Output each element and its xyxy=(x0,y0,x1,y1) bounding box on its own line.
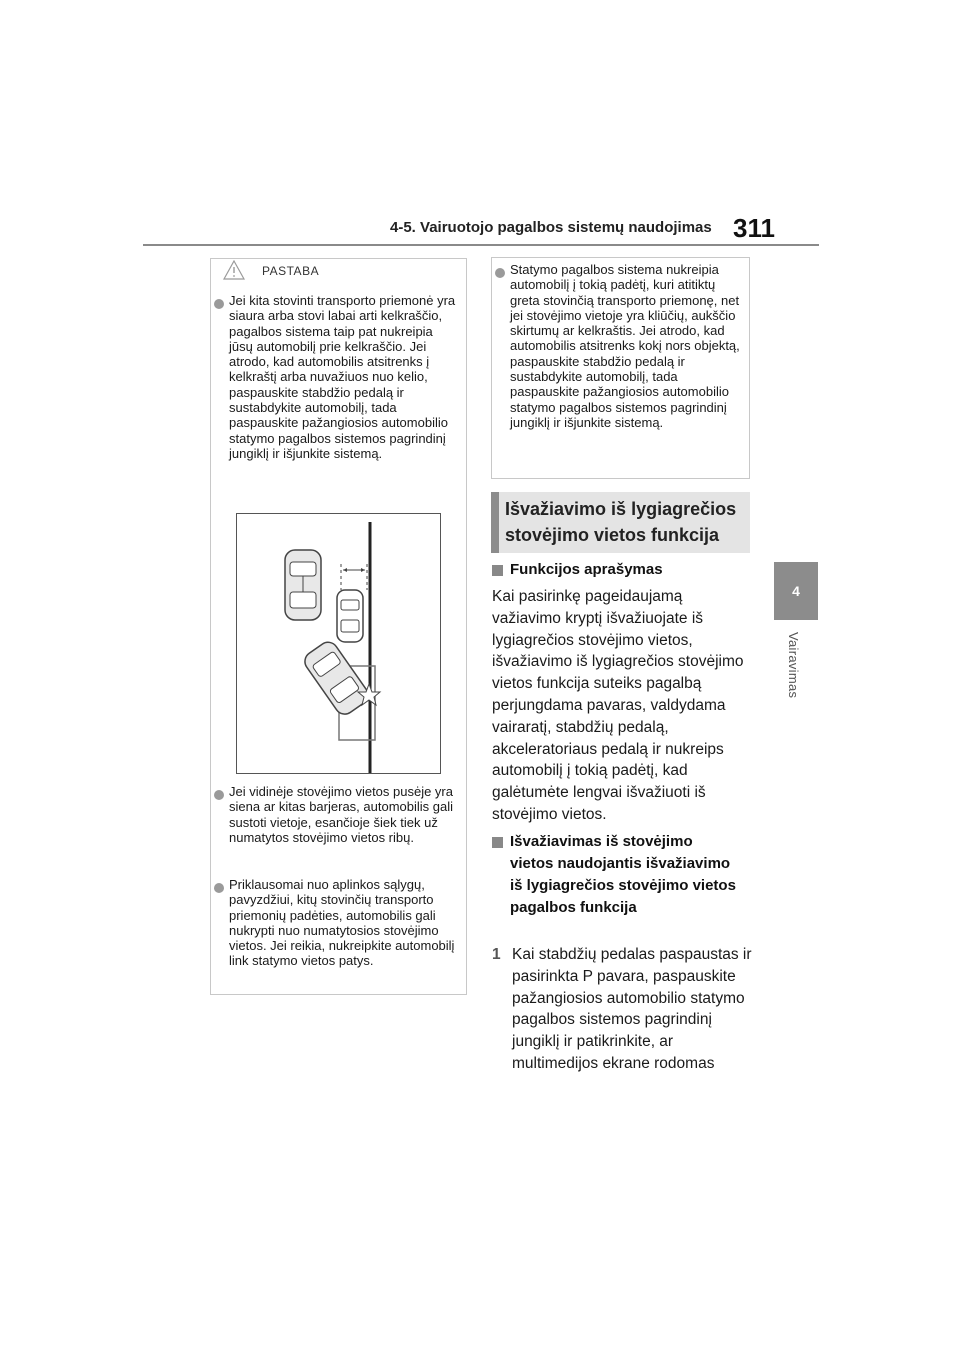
notice-bullet-1: Jei kita stovinti transporto priemonė yra siaura arba stovi labai arti kelkraščio, pagalbos sistema taip pat nukreipia jūsų automobilį prie kelkraščio. Jei atrodo, kad automobilis atsitrenks į kelkraštį arba nuvažiuos nuo kelio, paspauskite stabdžio pedalą ir sustabdykite automobilį, tada paspauskite pažangiosios automobilio statymo pagalbos sistemos pagrindinį jungiklį ir išjunkite sistemą. xyxy=(229,293,456,461)
header-divider xyxy=(143,244,819,246)
subheading-exit-procedure: Išvažiavimas iš stovėjimo vietos naudojantis išvažiavimo iš lygiagrečios stovėjimo vietos pagalbos funkcija xyxy=(510,833,736,916)
warning-triangle-icon xyxy=(223,260,245,280)
bullet-dot xyxy=(495,268,505,278)
step-number: 1 xyxy=(492,946,501,963)
chapter-label: Vairavimas xyxy=(786,632,801,699)
section-heading: Išvažiavimo iš lygiagrečios stovėjimo vietos funkcija xyxy=(505,499,737,545)
chapter-tab[interactable]: 4 xyxy=(774,562,818,620)
subheading-square-icon xyxy=(492,837,503,848)
step-text: Kai stabdžių pedalas paspaustas ir pasirinkta P pavara, paspauskite pažangiosios automobilio statymo pagalbos sistemos pagrindinį jungiklį ir patikrinkite, ar multimedijos ekrane rodomas xyxy=(512,946,752,1072)
subheading-function-description: Funkcijos aprašymas xyxy=(510,561,663,578)
notice-bullet-2: Jei vidinėje stovėjimo vietos pusėje yra siena ar kitas barjeras, automobilis gali sustoti vietoje, esančioje šiek tiek už numatytos stovėjimo vietos ribų. xyxy=(229,784,453,845)
bullet-dot xyxy=(214,299,224,309)
bullet-dot xyxy=(214,790,224,800)
page-number: 311 xyxy=(733,213,775,243)
notice-label: PASTABA xyxy=(262,264,320,278)
notice-bullet-3: Priklausomai nuo aplinkos sąlygų, pavyzdžiui, kitų stovinčių transporto priemonių padėties, automobilis gali nukrypti nuo numatytosios stovėjimo vietos. Jei reikia, nukreipkite automobilį link statymo vietos patys. xyxy=(229,877,455,969)
moving-car-icon xyxy=(301,638,372,718)
section-title: 4-5. Vairuotojo pagalbos sistemų naudojimas xyxy=(390,219,712,236)
bullet-dot xyxy=(214,883,224,893)
subheading-square-icon xyxy=(492,565,503,576)
parked-car-icon xyxy=(285,550,321,620)
parking-diagram xyxy=(236,513,441,774)
paragraph-description: Kai pasirinkę pageidaujamą važiavimo kryptį išvažiuojate iš lygiagrečios stovėjimo vietos, išvažiavimo iš lygiagrečios stovėjimo vietos funkcija suteiks pagalbą perjungdama pavaras, valdydama vairaratį, stabdžių pedalą, akceleratoriaus pedalą ir nukreips automobilį į tokią padėtį, kad galėtumėte lengvai išvažiuoti iš stovėjimo vietos. xyxy=(492,588,744,823)
section-heading-accent xyxy=(491,492,499,553)
info-bullet: Statymo pagalbos sistema nukreipia automobilį į tokią padėtį, kuri atitiktų greta stovinčią transporto priemonę, net jei stovėjimo vietoje yra kliūčių, aukščio skirtumų ar kelkraštis. Jei atrodo, kad automobilis atsitrenks kokį nors objektą, paspauskite stabdžio pedalą ir sustabdykite automobilį, tada paspauskite pažangiosios automobilio statymo pagalbos sistemos pagrindinį jungiklį ir išjunkite sistemą. xyxy=(510,262,740,430)
neighbor-car-icon xyxy=(337,590,363,642)
